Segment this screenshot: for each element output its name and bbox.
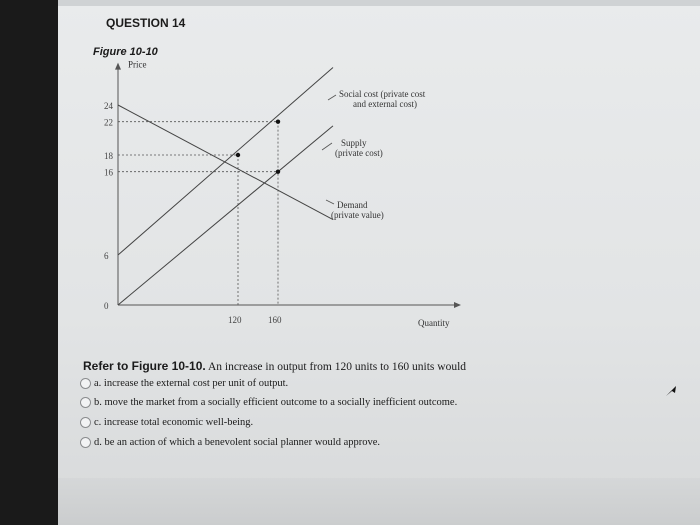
demand-label-line-2: (private value): [331, 210, 384, 220]
social-cost-label-line-1: Social cost (private cost: [339, 89, 426, 99]
point-160-22: [276, 119, 280, 123]
option-a-label: a. increase the external cost per unit of output.: [94, 377, 289, 389]
question-prompt: [83, 359, 466, 373]
demand-line: [118, 105, 333, 220]
option-c-label: c. increase total economic well-being.: [94, 416, 254, 428]
y-tick-label-24: 24: [104, 101, 113, 111]
question-prompt-text: An increase in output from 120 units to 160 units would: [205, 361, 467, 373]
mouse-cursor-icon: [664, 384, 678, 398]
social-cost-line: [118, 68, 333, 256]
question-prompt-ref: Refer to Figure 10-10.: [83, 359, 206, 373]
y-tick-label-22: 22: [104, 117, 113, 128]
y-tick-label-18: 18: [104, 151, 113, 161]
social-cost-leader: [328, 95, 336, 100]
point-160-16: [276, 169, 280, 173]
x-tick-label-120: 120: [228, 315, 242, 325]
option-a[interactable]: [80, 375, 288, 391]
option-c[interactable]: [80, 414, 253, 430]
option-b-label: b. move the market from a socially efficient outcome to a socially inefficient outcome.: [94, 396, 458, 408]
radio-icon[interactable]: [80, 417, 91, 428]
y-axis-arrow-icon: [115, 63, 121, 70]
y-tick-label-16: 16: [104, 167, 113, 178]
x-tick-label-160: 160: [268, 315, 282, 325]
supply-line: [118, 126, 333, 305]
demand-label-line-1: Demand: [337, 200, 368, 210]
figure-label: Figure 10-10: [93, 46, 158, 58]
y-axis-label: Price: [128, 59, 147, 70]
option-d-label: d. be an action of which a benevolent social planner would approve.: [94, 436, 381, 448]
point-120-18: [236, 153, 240, 157]
y-tick-label-6: 6: [104, 251, 109, 261]
x-axis-arrow-icon: [454, 302, 461, 308]
bottom-strip: [58, 478, 700, 525]
x-axis-label: Quantity: [418, 318, 450, 328]
option-b[interactable]: [80, 394, 457, 410]
demand-leader: [326, 200, 334, 204]
y-tick-label-0: 0: [104, 301, 109, 311]
supply-label-line-2: (private cost): [335, 148, 383, 158]
supply-label-line-1: Supply: [341, 138, 367, 148]
radio-icon[interactable]: [80, 378, 91, 389]
radio-icon[interactable]: [80, 437, 91, 448]
supply-leader: [322, 143, 332, 150]
radio-icon[interactable]: [80, 397, 91, 408]
social-cost-label-line-2: and external cost): [353, 99, 417, 109]
question-title: QUESTION 14: [106, 16, 186, 30]
option-d[interactable]: [80, 434, 380, 450]
